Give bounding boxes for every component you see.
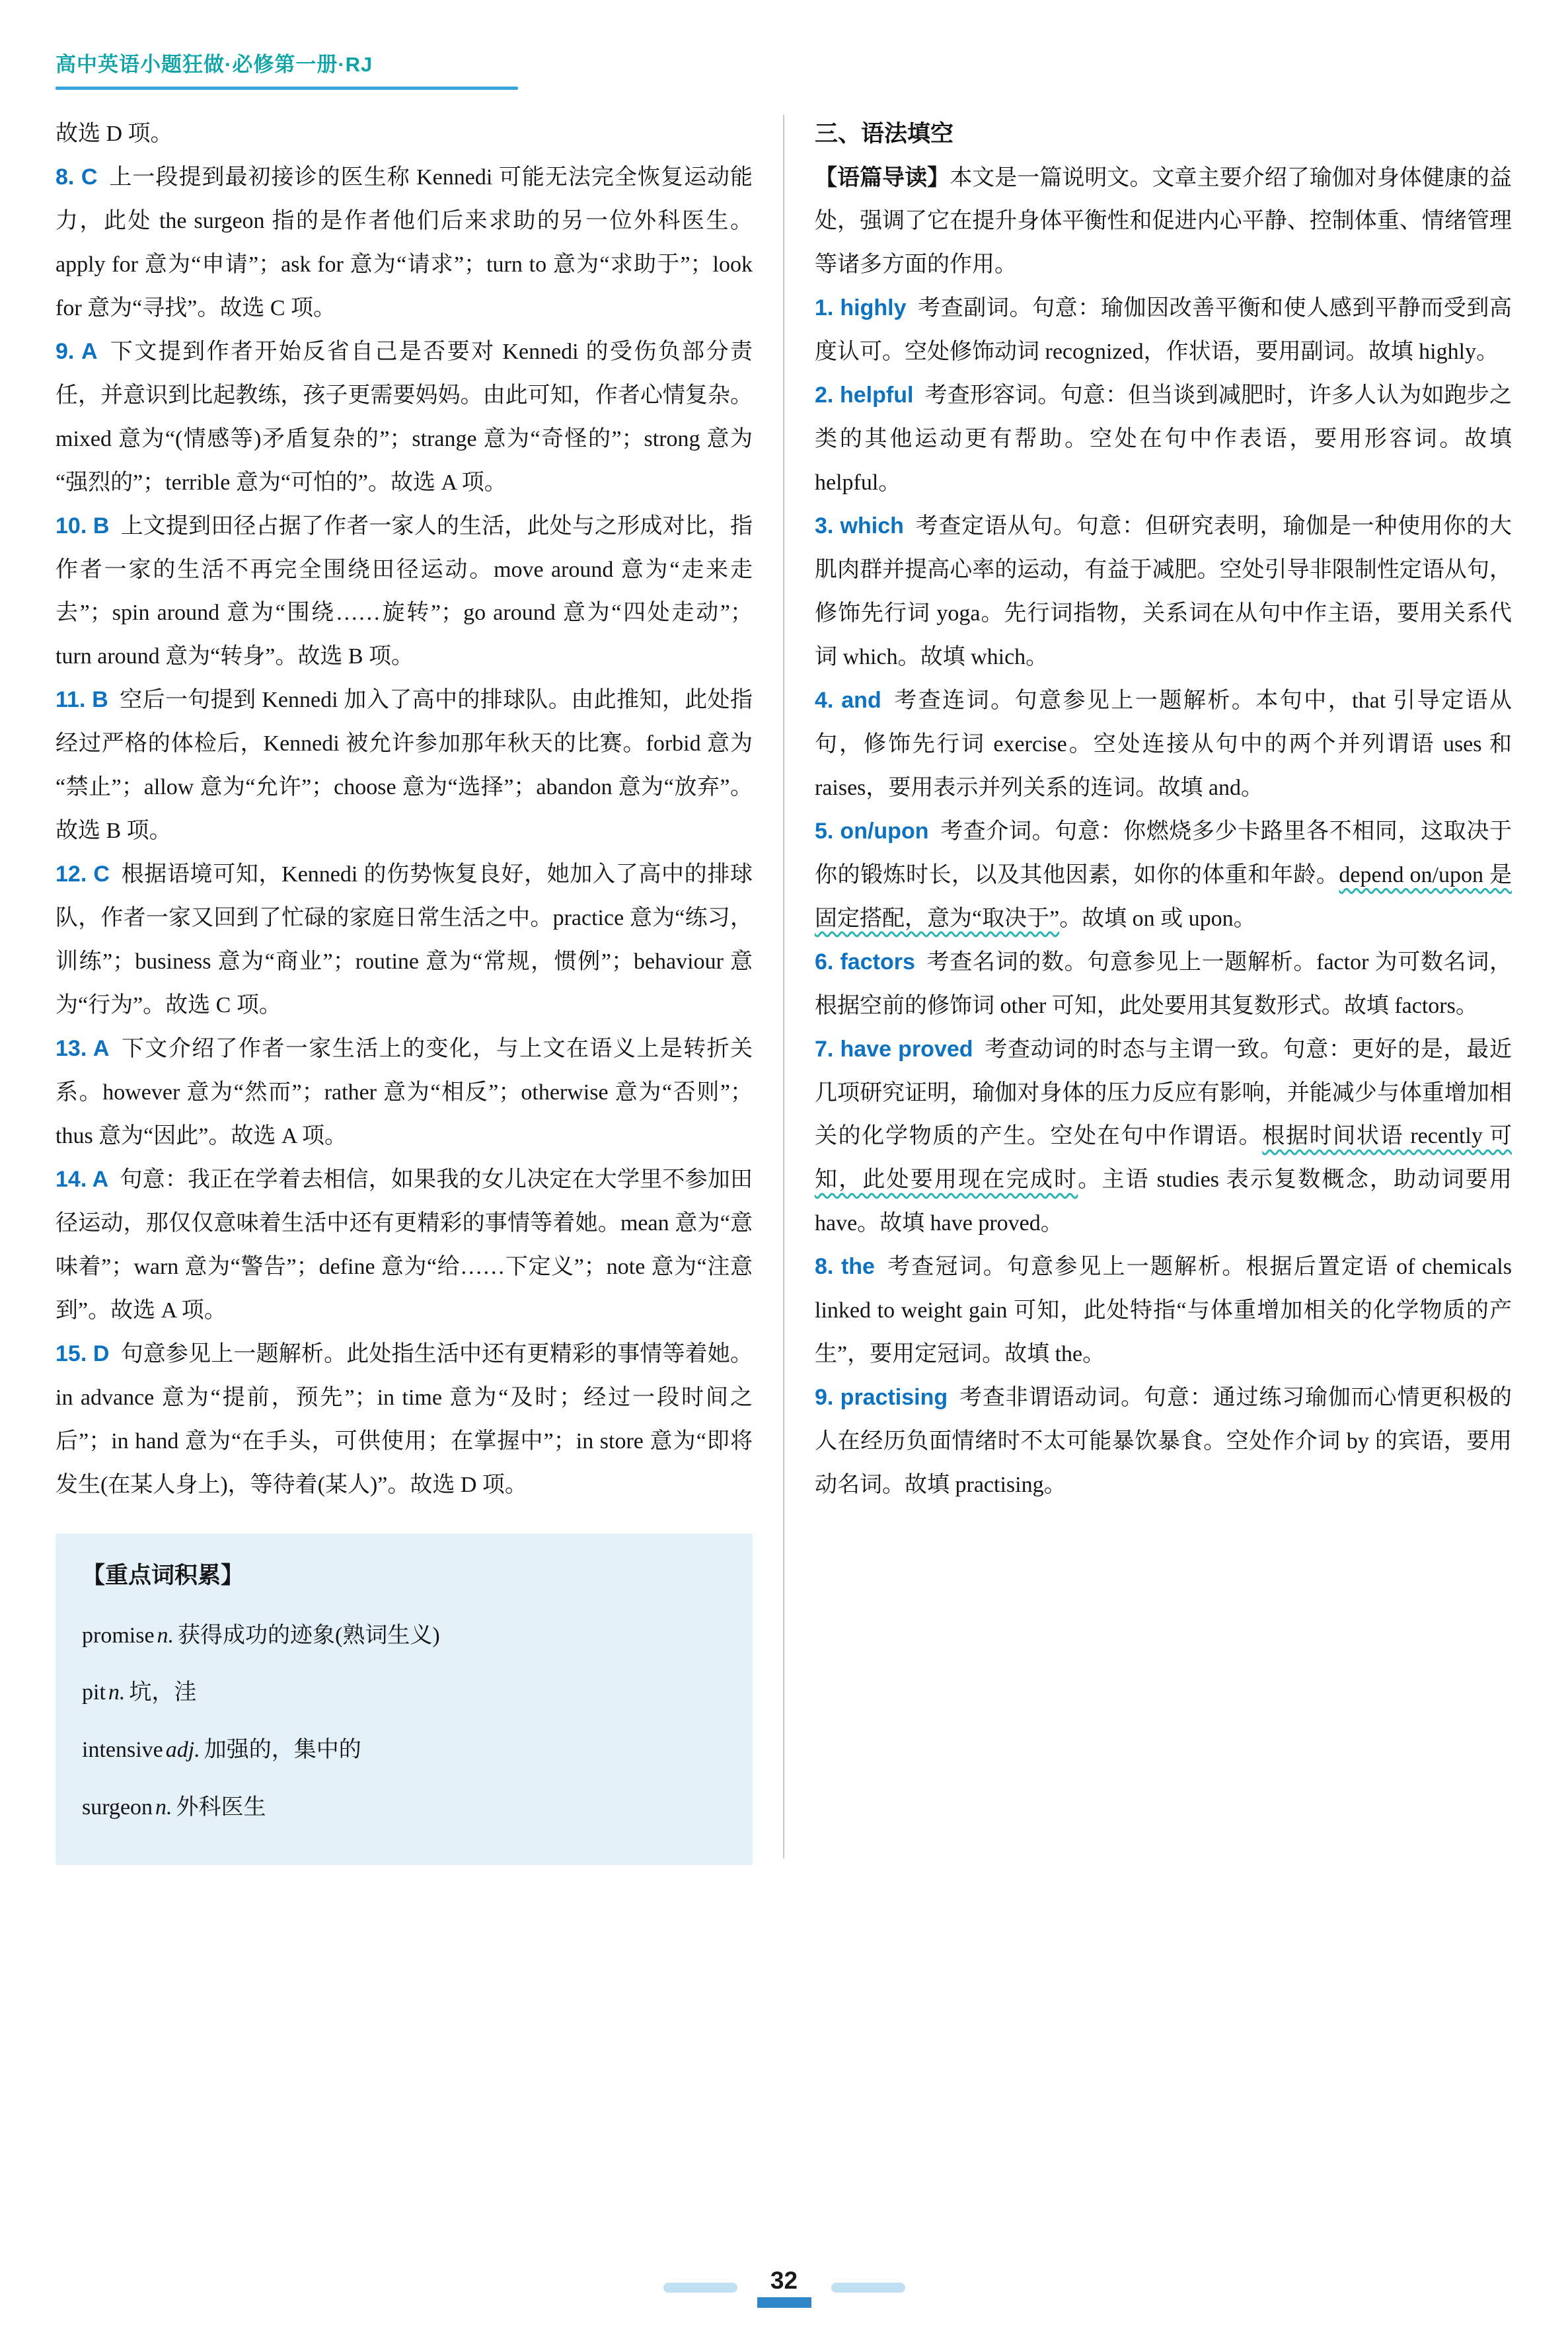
answer-label: 12. C [56, 862, 110, 887]
explanation-text: 下文介绍了作者一家生活上的变化，与上文在语义上是转折关系。however 意为“然而”；rather 意为“相反”；otherwise 意为“否则”；thus 意为“因此”。故选 A 项。 [56, 1037, 753, 1148]
grammar-answer-item-1 [815, 287, 1512, 374]
page-header [56, 48, 1512, 90]
grammar-answer-item-2 [815, 374, 1512, 505]
footer-right-pill-decoration [831, 2283, 905, 2293]
explanation-text: 空后一句提到 Kennedi 加入了高中的排球队。由此推知，此处指经过严格的体检后，Kennedi 被允许参加那年秋天的比赛。forbid 意为“禁止”；allow 意为“允许”；choose 意为“选择”；abandon 意为“放弃”。故选 B 项。 [56, 688, 753, 844]
vocab-pos: n. [155, 1794, 172, 1820]
explanation-text: 句意：我正在学着去相信，如果我的女儿决定在大学里不参加田径运动，那仅仅意味着生活中还有更精彩的事情等着她。mean 意为“意味着”；warn 意为“警告”；define 意为“给……下定义”；note 意为“注意到”。故选 A 项。 [56, 1167, 753, 1323]
answer-label: 10. B [56, 513, 110, 538]
vocab-word: surgeon [82, 1794, 153, 1820]
explanation-text: 考查动词的时态与主谓一致。句意：更好的是，最近几项研究证明，瑜伽对身体的压力反应有影响，并能减少与体重增加相关的化学物质的产生。空处在句中作谓语。 [815, 1037, 1512, 1149]
explanation-text: 句意参见上一题解析。此处指生活中还有更精彩的事情等着她。in advance 意为“提前，预先”；in time 意为“及时；经过一段时间之后”；in hand 意为“在手头，可供使用；在掌握中”；in store 意为“即将发生(在某人身上)，等待着(某人)”。故选 D 项。 [56, 1341, 753, 1497]
grammar-answer-item-8 [815, 1245, 1512, 1376]
vocab-box-title: 【重点词积累】 [82, 1562, 244, 1588]
explanation-text: 考查定语从句。句意：但研究表明，瑜伽是一种使用你的大肌肉群并提高心率的运动，有益于减肥。空处引导非限制性定语从句，修饰先行词 yoga。先行词指物，关系词在从句中作主语，要用关系代词 which。故填 which。 [815, 514, 1512, 669]
answer-label: 9. practising [815, 1385, 948, 1411]
page-number-bar-decoration [757, 2297, 811, 2308]
vocab-meaning: 获得成功的迹象(熟词生义) [178, 1623, 440, 1648]
answer-label: 11. B [56, 687, 108, 713]
explanation-text: 考查介词。句意：你燃烧多少卡路里各不相同，这取决于你的锻炼时长，以及其他因素，如你的体重和年龄。 [815, 819, 1512, 887]
header-underline-rule [56, 87, 518, 90]
vocab-entry [82, 1722, 726, 1779]
answer-label: 13. A [56, 1036, 110, 1062]
answer-label: 3. which [815, 513, 904, 539]
guide-text: 本文是一篇说明文。文章主要介绍了瑜伽对身体健康的益处，强调了它在提升身体平衡性和促进内心平静、控制体重、情绪管理等诸多方面的作用。 [815, 165, 1512, 277]
explanation-text: 上文提到田径占据了作者一家人的生活，此处与之形成对比，指作者一家的生活不再完全围绕田径运动。move around 意为“走来走去”；spin around 意为“围绕……旋转”；go around 意为“四处走动”；turn around 意为“转身”。故选 B 项。 [56, 513, 753, 669]
vocab-pos: adj. [165, 1737, 200, 1762]
vocab-word: promise [82, 1623, 155, 1648]
answer-label: 1. highly [815, 295, 907, 321]
cloze-answer-list [56, 156, 753, 1507]
vocab-box [56, 1533, 753, 1866]
grammar-answer-list [815, 287, 1512, 1507]
vocab-pos: n. [108, 1680, 126, 1705]
explanation-text: 考查形容词。句意：但当谈到减肥时，许多人认为如跑步之类的其他运动更有帮助。空处在句中作表语，要用形容词。故填 helpful。 [815, 383, 1512, 496]
grammar-answer-item-5 [815, 810, 1512, 941]
answer-label: 8. the [815, 1254, 875, 1280]
vocab-entry-list [82, 1607, 726, 1837]
cloze-answer-item-11 [56, 679, 753, 853]
vocab-meaning: 加强的，集中的 [204, 1737, 361, 1762]
grammar-answer-item-3 [815, 505, 1512, 679]
answer-label: 8. C [56, 164, 98, 190]
vocab-pos: n. [157, 1623, 174, 1648]
explanation-text: 考查副词。句意：瑜伽因改善平衡和使人感到平静而受到高度认可。空处修饰动词 recognized，作状语，要用副词。故填 highly。 [815, 296, 1512, 365]
answer-label: 14. A [56, 1166, 109, 1192]
right-column [815, 112, 1512, 1865]
cloze-answer-item-12 [56, 853, 753, 1027]
column-divider [783, 115, 784, 1859]
vocab-meaning: 外科医生 [176, 1794, 266, 1820]
vocab-word: pit [82, 1680, 106, 1705]
explanation-text: 上一段提到最初接诊的医生称 Kennedi 可能无法完全恢复运动能力，此处 the surgeon 指的是作者他们后来求助的另一位外科医生。apply for 意为“申请”；ask for 意为“请求”；turn to 意为“求助于”；look for 意为“寻找”。故选 C 项。 [56, 165, 753, 320]
page-number: 32 [770, 2267, 798, 2295]
cloze-answer-item-8 [56, 156, 753, 330]
explanation-text: 下文提到作者开始反省自己是否要对 Kennedi 的受伤负部分责任，并意识到比起教练，孩子更需要妈妈。由此可知，作者心情复杂。mixed 意为“(情感等)矛盾复杂的”；strange 意为“奇怪的”；strong 意为“强烈的”；terrible 意为“可怕的”。故选 A 项。 [56, 339, 753, 495]
vocab-meaning: 坑，洼 [129, 1680, 197, 1705]
left-column [56, 112, 753, 1865]
grammar-answer-item-7 [815, 1028, 1512, 1246]
explanation-text: 。主语 studies 表示复数概念，助动词要用 have。故填 have proved。 [815, 1167, 1512, 1236]
answer-label: 2. helpful [815, 383, 914, 408]
cloze-answer-item-9 [56, 330, 753, 505]
grammar-answer-item-6 [815, 941, 1512, 1028]
footer-left-pill-decoration [663, 2283, 737, 2293]
answer-label: 9. A [56, 338, 98, 364]
vocab-entry [82, 1607, 726, 1665]
answer-label: 15. D [56, 1341, 110, 1366]
page-number-block [757, 2268, 811, 2308]
wavy-underline-text: 根据时间状语 recently 可知，此处要用现在完成时 [815, 1124, 1512, 1193]
carryover-text: 故选 D 项。 [56, 122, 173, 146]
explanation-text: 考查名词的数。句意参见上一题解析。factor 为可数名词，根据空前的修饰词 other 可知，此处要用其复数形式。故填 factors。 [815, 949, 1512, 1018]
page-footer [0, 2268, 1568, 2308]
cloze-answer-item-13 [56, 1027, 753, 1158]
answer-label: 6. factors [815, 949, 915, 975]
wavy-underline-text: depend on/upon 是固定搭配，意为“取决于” [815, 862, 1512, 931]
vocab-word: intensive [82, 1737, 163, 1762]
cloze-answer-item-15 [56, 1333, 753, 1507]
vocab-entry [82, 1664, 726, 1722]
passage-guide [815, 157, 1512, 287]
two-column-layout [56, 112, 1512, 1865]
grammar-answer-item-4 [815, 679, 1512, 810]
page-header-title: 高中英语小题狂做·必修第一册·RJ [56, 53, 373, 76]
explanation-text: 考查连词。句意参见上一题解析。本句中，that 引导定语从句，修饰先行词 exercise。空处连接从句中的两个并列谓语 uses 和 raises，要用表示并列关系的连词。故填 and。 [815, 688, 1512, 800]
answer-label: 4. and [815, 687, 881, 713]
explanation-text: 。故填 on 或 upon。 [1059, 906, 1256, 931]
answer-label: 7. have proved [815, 1036, 973, 1062]
cloze-answer-item-10 [56, 505, 753, 679]
guide-label: 【语篇导读】 [815, 165, 950, 190]
grammar-answer-item-9 [815, 1376, 1512, 1507]
vocab-entry [82, 1779, 726, 1837]
cloze-answer-item-14 [56, 1158, 753, 1333]
explanation-text: 根据语境可知，Kennedi 的伤势恢复良好，她加入了高中的排球队，作者一家又回到了忙碌的家庭日常生活之中。practice 意为“练习，训练”；business 意为“商业”；routine 意为“常规，惯例”；behaviour 意为“行为”。故选 C 项。 [56, 862, 753, 1018]
answer-label: 5. on/upon [815, 818, 929, 844]
explanation-text: 考查冠词。句意参见上一题解析。根据后置定语 of chemicals linked to weight gain 可知，此处特指“与体重增加相关的化学物质的产生”，要用定冠词。故填 the。 [815, 1255, 1512, 1367]
section-title-grammar-fill: 三、语法填空 [815, 121, 954, 147]
explanation-text: 考查非谓语动词。句意：通过练习瑜伽而心情更积极的人在经历负面情绪时不太可能暴饮暴食。空处作介词 by 的宾语，要用动名词。故填 practising。 [815, 1385, 1512, 1498]
